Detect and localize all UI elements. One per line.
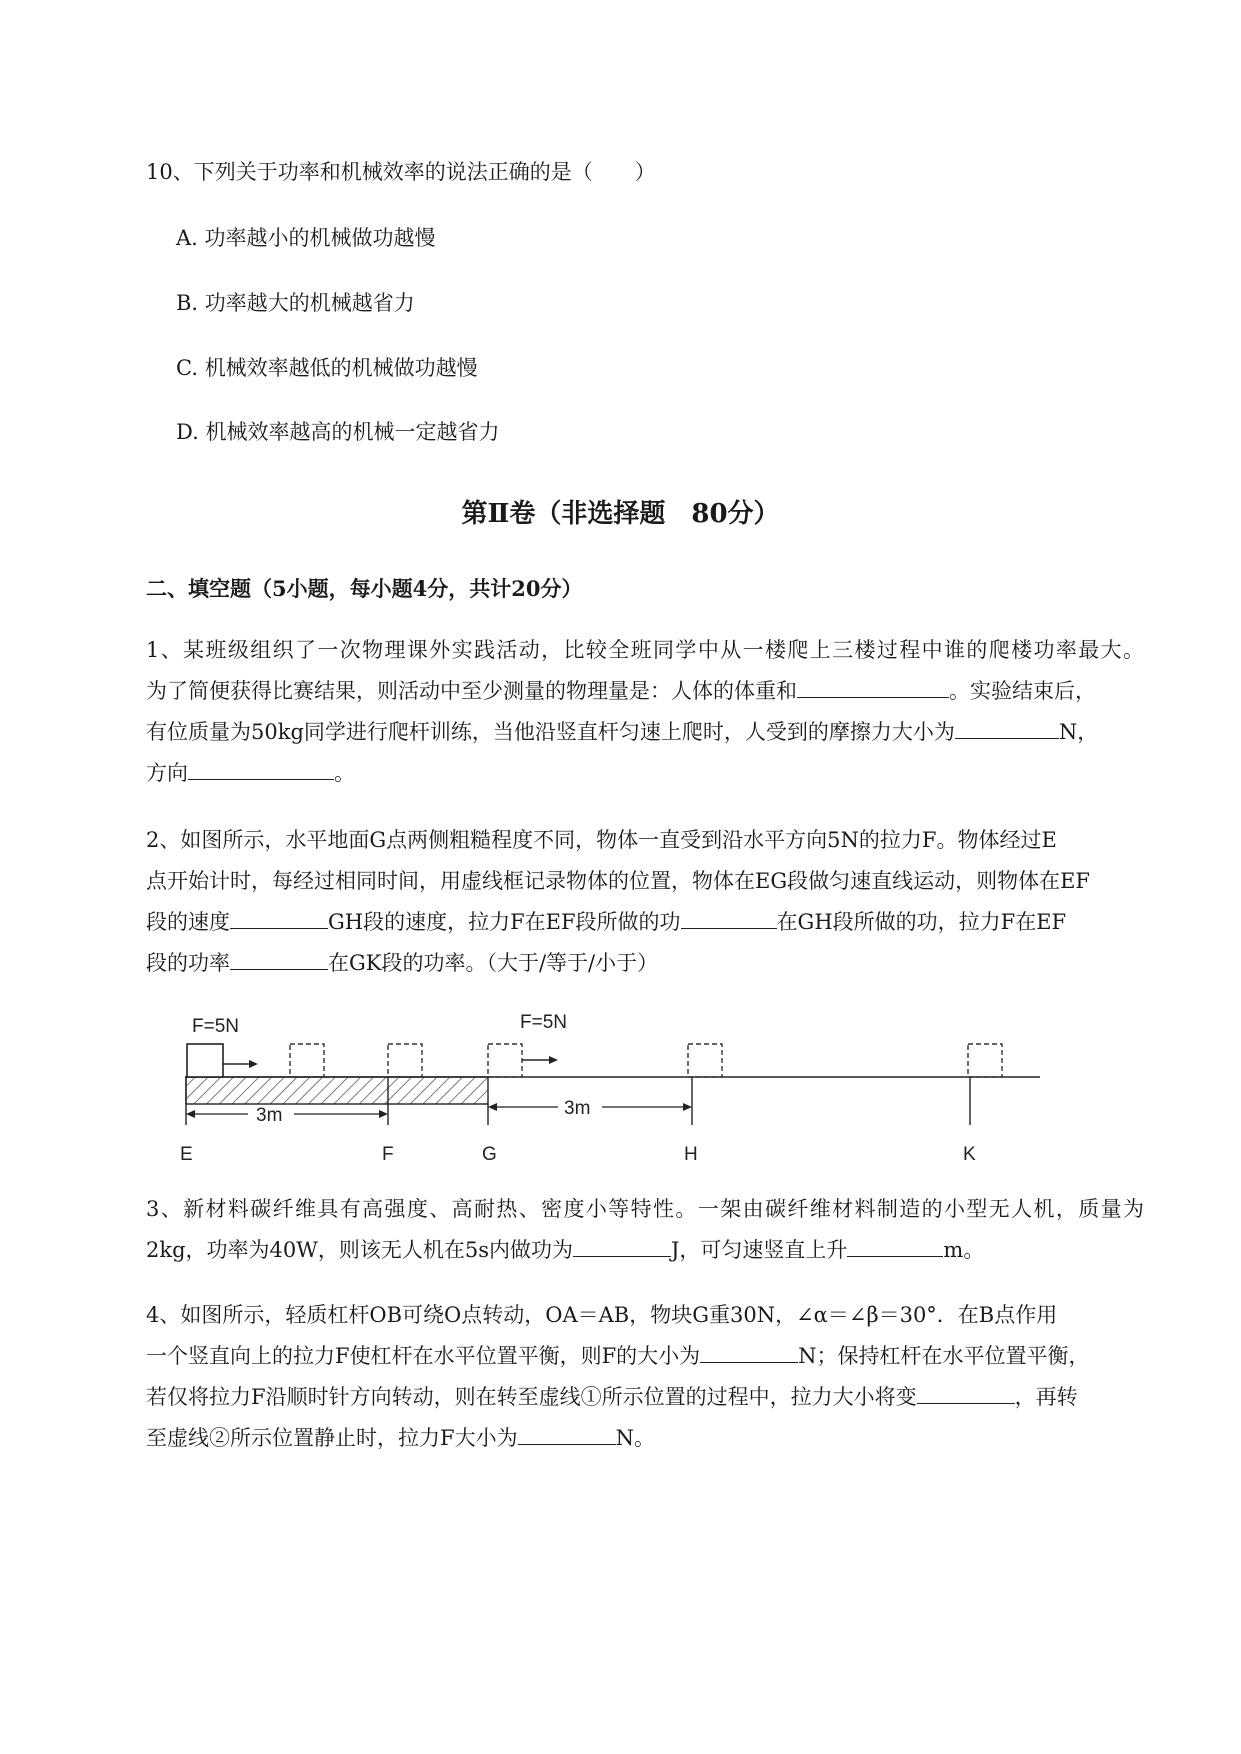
- answer-blank[interactable]: [230, 906, 328, 929]
- q2-line-1: 2、如图所示，水平地面G点两侧粗糙程度不同，物体一直受到沿水平方向5N的拉力F。物体经过E: [146, 828, 1057, 852]
- q1-line-3: 有位质量为50kg同学进行爬杆训练，当他沿竖直杆匀速上爬时，人受到的摩擦力大小为 N，: [146, 712, 1144, 753]
- point-label-k: K: [963, 1144, 976, 1165]
- option-d[interactable]: [176, 416, 499, 446]
- q1-line-4: 方向 。: [146, 753, 1144, 794]
- answer-blank[interactable]: [955, 716, 1059, 739]
- point-label-f: F: [382, 1144, 394, 1165]
- q1-line-1: 1、某班级组织了一次物理课外实践活动，比较全班同学中从一楼爬上三楼过程中谁的爬楼功率最大。: [146, 638, 1144, 662]
- q2-line-3: 段的速度 GH段的速度，拉力F在EF段所做的功 在GH段所做的功，拉力F在EF: [146, 902, 1144, 943]
- position-box: [968, 1044, 1002, 1077]
- part-heading: 二、填空题（5小题，每小题4分，共计20分）: [146, 576, 583, 601]
- position-box: [688, 1044, 722, 1077]
- option-label: C.: [176, 356, 198, 380]
- q2-line-2: 点开始计时，每经过相同时间，用虚线框记录物体的位置，物体在EG段做匀速直线运动，则物体在EF: [146, 869, 1091, 893]
- option-a[interactable]: [176, 222, 436, 252]
- answer-blank[interactable]: [518, 1422, 616, 1445]
- answer-blank[interactable]: [917, 1381, 1015, 1404]
- q4-line-1: 4、如图所示，轻质杠杆OB可绕O点转动，OA＝AB，物块G重30N，∠α＝∠β＝30°．在B点作用: [146, 1303, 1058, 1327]
- fill-question-2: [146, 820, 1144, 984]
- position-box: [388, 1044, 422, 1077]
- answer-blank[interactable]: [573, 1234, 671, 1257]
- option-b[interactable]: [176, 287, 415, 317]
- point-label-g: G: [482, 1144, 497, 1165]
- answer-blank[interactable]: [797, 675, 949, 698]
- block: [187, 1044, 223, 1077]
- option-text: 功率越大的机械越省力: [204, 291, 415, 315]
- force-label-1: F=5N: [192, 1016, 239, 1037]
- answer-blank[interactable]: [230, 947, 328, 970]
- option-text: 机械效率越高的机械一定越省力: [205, 420, 500, 444]
- distance-label-ef: 3m: [256, 1105, 283, 1126]
- fill-question-1: [146, 630, 1144, 794]
- option-label: B.: [176, 291, 199, 315]
- motion-diagram: [170, 1000, 1050, 1170]
- answer-blank[interactable]: [681, 906, 777, 929]
- answer-blank[interactable]: [847, 1234, 943, 1257]
- q4-line-2: 一个竖直向上的拉力F使杠杆在水平位置平衡，则F的大小为 N；保持杠杆在水平位置平衡，: [146, 1336, 1144, 1377]
- force-label-2: F=5N: [520, 1012, 567, 1033]
- q3-line-1: 3、新材料碳纤维具有高强度、高耐热、密度小等特性。一架由碳纤维材料制造的小型无人机，质量为: [146, 1197, 1144, 1221]
- position-box: [488, 1044, 522, 1077]
- rough-surface: [186, 1077, 488, 1104]
- option-label: A.: [176, 226, 198, 250]
- q4-line-4: 至虚线②所示位置静止时，拉力F大小为 N。: [146, 1418, 1144, 1459]
- q2-line-4: 段的功率 在GK段的功率。（大于/等于/小于）: [146, 943, 1144, 984]
- option-c[interactable]: [176, 352, 478, 382]
- fill-question-4: [146, 1295, 1144, 1459]
- section-title: 第Ⅱ卷（非选择题 80分）: [461, 499, 780, 529]
- q3-line-2: 2kg，功率为40W，则该无人机在5s内做功为 J，可匀速竖直上升 m。: [146, 1230, 1144, 1271]
- option-label: D.: [176, 420, 199, 444]
- answer-blank[interactable]: [700, 1340, 798, 1363]
- fill-question-3: [146, 1189, 1144, 1271]
- point-label-h: H: [684, 1144, 698, 1165]
- q4-line-3: 若仅将拉力F沿顺时针方向转动，则在转至虚线①所示位置的过程中，拉力大小将变 ，再转: [146, 1377, 1144, 1418]
- distance-label-gh: 3m: [564, 1098, 591, 1119]
- question-10-stem: 10、下列关于功率和机械效率的说法正确的是（ ）: [146, 160, 656, 184]
- answer-blank[interactable]: [188, 757, 334, 780]
- option-text: 功率越小的机械做功越慢: [204, 226, 436, 250]
- option-text: 机械效率越低的机械做功越慢: [204, 356, 478, 380]
- point-label-e: E: [180, 1144, 193, 1165]
- q1-line-2: 为了简便获得比赛结果，则活动中至少测量的物理量是：人体的体重和 。实验结束后，: [146, 671, 1144, 712]
- position-box: [290, 1044, 324, 1077]
